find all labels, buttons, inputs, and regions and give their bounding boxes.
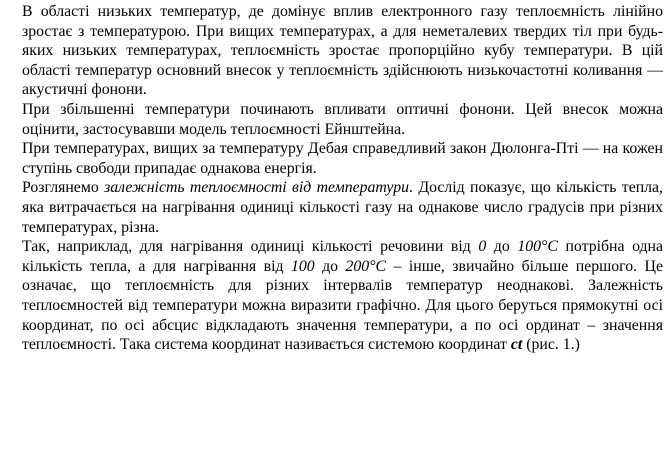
value-200c: 200°С – — [345, 257, 402, 275]
coordinate-system-ct: ct — [510, 336, 523, 354]
text-run: . Дослід показує, що кількість тепла, яка витрачається на нагрівання одиниці кількості газу на однакове число градусів при різних температурах, різна. — [22, 179, 664, 236]
text-run: Розглянемо — [22, 179, 105, 197]
text-run: потрібна одна кількість тепла, а для нагрівання від — [22, 238, 664, 275]
value-zero: 0 — [478, 238, 487, 256]
paragraph-heat-capacity-dependence — [22, 178, 663, 237]
text-run: до — [486, 238, 518, 256]
value-100: 100 — [290, 257, 315, 275]
text-run: до — [314, 257, 346, 275]
text-run: інше, звичайно більше першого. Це означає, що теплоємність для різних інтервалів температур неоднакові. Залежність теплоємностей від температури можна виразити графічно. Для цього беруться прямокутні осі координат, по осі абсцис відкладають значення температури, а по осі ординат – значення теплоємності. Така система координат називається системою координат — [22, 257, 663, 354]
text-run: Так, наприклад, для нагрівання одиниці кількості речовини від — [22, 238, 479, 256]
text-run: (рис. 1.) — [522, 336, 580, 354]
paragraph-optical-phonons: При збільшенні температури починають впливати оптичні фонони. Цей внесок можна оцінити, застосувавши модель теплоємності Ейнштейна. — [22, 100, 663, 138]
paragraph-low-temperature: В області низьких температур, де домінує вплив електронного газу теплоємність лінійно зростає з температурою. При вищих температурах, а для неметалевих твердих тіл при будь-яких низьких температурах, теплоємність зростає пропорційно кубу температури. В цій області температур основний внесок у теплоємність здійснюють низькочастотні коливання — акустичні фонони. — [22, 3, 663, 99]
paragraph-dulong-petit: При температурах, вищих за температуру Дебая справедливий закон Дюлонга-Пті — на кожен ступінь свободи припадає однакова енергія. — [22, 140, 663, 177]
emphasis-term: залежність теплоємності від температури — [104, 179, 410, 197]
value-100c: 100°С — [517, 238, 558, 256]
paragraph-graph-description — [22, 237, 663, 355]
